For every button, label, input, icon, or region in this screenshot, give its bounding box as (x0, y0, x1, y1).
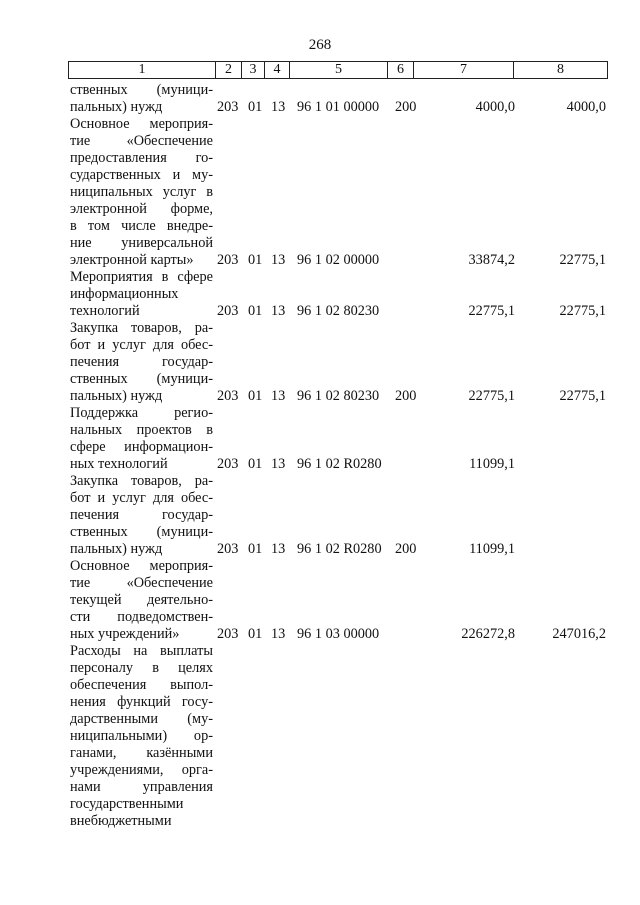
cell-admin: 203 (217, 388, 239, 404)
row-description (70, 558, 213, 643)
description-line: обеспечения выпол- (70, 677, 213, 693)
cell-admin: 203 (217, 456, 239, 472)
cell-section: 01 (248, 388, 263, 404)
cell-amount-2: 22775,1 (559, 388, 606, 404)
description-line: нами управления (70, 779, 213, 795)
description-line: Закупка товаров, ра- (70, 473, 213, 489)
row-description (70, 116, 213, 269)
cell-target: 96 1 01 00000 (297, 99, 380, 115)
cell-section: 01 (248, 541, 263, 557)
description-line: Основное мероприя- (70, 558, 213, 574)
header-col-1: 1 (69, 62, 216, 78)
header-col-6: 6 (388, 62, 414, 78)
cell-subsection: 13 (271, 541, 286, 557)
cell-target: 96 1 03 00000 (297, 626, 380, 642)
cell-amount-1: 4000,0 (475, 99, 515, 115)
description-line: информационных (70, 286, 179, 302)
description-line: пальных) нужд (70, 541, 163, 557)
page-number: 268 (308, 37, 332, 53)
row-description (70, 269, 213, 320)
description-line: бот и услуг для обес- (70, 337, 213, 353)
description-line: Расходы на выплаты (70, 643, 213, 659)
cell-subsection: 13 (271, 99, 286, 115)
description-line: предоставления го- (70, 150, 213, 166)
cell-target: 96 1 02 80230 (297, 388, 380, 404)
cell-admin: 203 (217, 541, 239, 557)
description-line: нальных проектов в (70, 422, 213, 438)
description-line: технологий (70, 303, 140, 319)
description-line: ние универсальной (70, 235, 213, 251)
description-line: учреждениями, орга- (70, 762, 213, 778)
description-line: дарственными (му- (70, 711, 213, 727)
cell-target: 96 1 02 00000 (297, 252, 380, 268)
description-line: Поддержка регио- (70, 405, 213, 421)
header-col-3: 3 (242, 62, 265, 78)
description-line: электронной форме, (70, 201, 213, 217)
cell-admin: 203 (217, 252, 239, 268)
description-line: печения государ- (70, 507, 213, 523)
header-col-2: 2 (216, 62, 242, 78)
cell-admin: 203 (217, 303, 239, 319)
row-description (70, 320, 213, 405)
description-line: пальных) нужд (70, 99, 163, 115)
cell-amount-1: 33874,2 (468, 252, 515, 268)
row-description (70, 405, 213, 473)
cell-amount-2: 22775,1 (559, 303, 606, 319)
description-line: ных технологий (70, 456, 168, 472)
description-line: Мероприятия в сфере (70, 269, 213, 285)
cell-subsection: 13 (271, 456, 286, 472)
header-col-5: 5 (290, 62, 388, 78)
cell-expense-type: 200 (395, 388, 417, 404)
description-line: сти подведомствен- (70, 609, 213, 625)
cell-section: 01 (248, 303, 263, 319)
description-line: ниципальных услуг в (70, 184, 213, 200)
cell-section: 01 (248, 252, 263, 268)
description-line: Закупка товаров, ра- (70, 320, 213, 336)
header-col-8: 8 (557, 62, 564, 77)
description-line: ственных (муници- (70, 82, 213, 98)
description-line: сударственных и му- (70, 167, 213, 183)
cell-subsection: 13 (271, 303, 286, 319)
cell-subsection: 13 (271, 388, 286, 404)
description-line: электронной карты» (70, 252, 194, 268)
cell-amount-2: 247016,2 (552, 626, 606, 642)
description-line: персоналу в целях (70, 660, 213, 676)
description-line: ственных (муници- (70, 524, 213, 540)
description-line: тие «Обеспечение (70, 133, 213, 149)
cell-expense-type: 200 (395, 99, 417, 115)
description-line: пальных) нужд (70, 388, 163, 404)
description-line: печения государ- (70, 354, 213, 370)
description-line: тие «Обеспечение (70, 575, 213, 591)
table-header (68, 61, 608, 79)
cell-section: 01 (248, 99, 263, 115)
cell-target: 96 1 02 R0280 (297, 541, 382, 557)
description-line: Основное мероприя- (70, 116, 213, 132)
description-line: нения функций госу- (70, 694, 213, 710)
cell-amount-1: 11099,1 (469, 541, 515, 557)
row-description (70, 473, 213, 558)
cell-target: 96 1 02 R0280 (297, 456, 382, 472)
description-line: ных учреждений» (70, 626, 180, 642)
description-line: бот и услуг для обес- (70, 490, 213, 506)
cell-amount-2: 22775,1 (559, 252, 606, 268)
row-description (70, 82, 213, 116)
description-line: сфере информацион- (70, 439, 213, 455)
description-line: государственными (70, 796, 184, 812)
header-col-7: 7 (414, 62, 514, 78)
header-col-4: 4 (265, 62, 290, 78)
cell-amount-1: 226272,8 (461, 626, 515, 642)
description-line: текущей деятельно- (70, 592, 213, 608)
cell-expense-type: 200 (395, 541, 417, 557)
description-line: ственных (муници- (70, 371, 213, 387)
cell-subsection: 13 (271, 626, 286, 642)
description-line: ниципальными) ор- (70, 728, 213, 744)
cell-amount-1: 22775,1 (468, 303, 515, 319)
cell-amount-1: 11099,1 (469, 456, 515, 472)
cell-admin: 203 (217, 99, 239, 115)
description-line: в том числе внедре- (70, 218, 213, 234)
cell-admin: 203 (217, 626, 239, 642)
cell-amount-2: 4000,0 (566, 99, 606, 115)
cell-subsection: 13 (271, 252, 286, 268)
cell-target: 96 1 02 80230 (297, 303, 380, 319)
description-line: ганами, казёнными (70, 745, 213, 761)
description-line: внебюджетными (70, 813, 172, 829)
cell-section: 01 (248, 626, 263, 642)
row-description (70, 643, 213, 830)
cell-section: 01 (248, 456, 263, 472)
cell-amount-1: 22775,1 (468, 388, 515, 404)
